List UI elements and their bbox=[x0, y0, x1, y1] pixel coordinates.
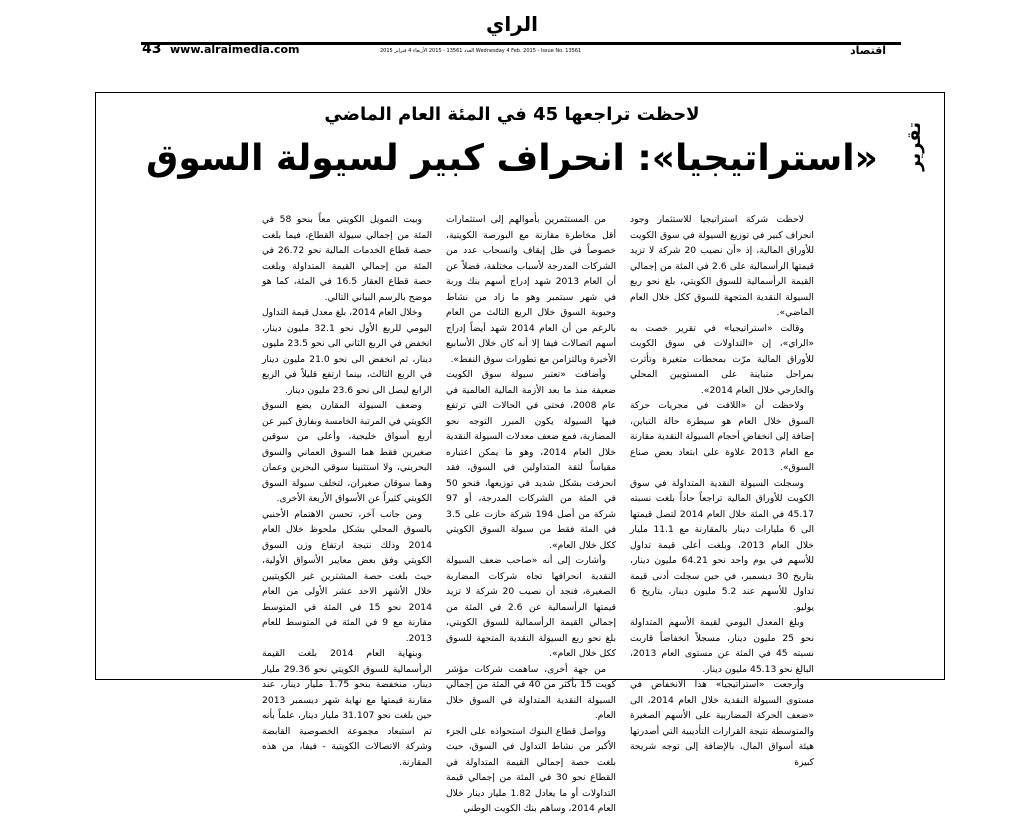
article-kicker: لاحظت تراجعها 45 في المئة العام الماضي bbox=[324, 104, 700, 125]
article-column-2 bbox=[446, 212, 616, 817]
masthead-logo: الراي bbox=[486, 12, 538, 36]
paragraph: ومن جانب آخر، تحسن الاهتمام الأجنبي بالسوق المحلي بشكل ملحوظ خلال العام 2014 وذلك نتيجة ارتفاع وزن السوق الكويتي وفق بعض معايير الأسواق الأولية، حيث بلغت حصة المشترين غير الكويتيين خلال الأشهر الاحد عشر الأولى من العام 2014 نحو 15 في المئة في المتوسط مقارنة مع 9 في المئة في المتوسط للعام 2013. bbox=[262, 508, 432, 644]
article-headline: «استراتيجيا»: انحراف كبير لسيولة السوق bbox=[146, 138, 878, 179]
article-column-3 bbox=[262, 212, 432, 770]
site-url: www.alraimedia.com bbox=[170, 43, 300, 56]
paragraph: لاحظت شركة استراتيجيا للاستثمار وجود انحراف كبير في توزيع السيولة في سوق الكويت للأوراق المالية، إذ «أن نصيب 20 شركة لا تزيد قيمتها الرأسمالية على 2.6 في المئة من إجمالي القيمة الرأسمالية للسوق الكويتي، بلغ نحو ربع السيولة النقدية المتجهة للسوق ككل خلال العام الماضي». bbox=[630, 214, 814, 318]
paragraph: وسجلت السيولة النقدية المتداولة في سوق الكويت للأوراق المالية تراجعاً حاداً بلغت نسبته 45.17 في المئة خلال العام 2014 لتصل قيمتها الى 6 مليارات دينار بالمقارنة مع 11.1 مليار خلال العام 2013، وبلغت أعلى قيمة تداول للأسهم في يوم واحد نحو 64.21 مليون دينار، بتاريخ 30 ديسمبر، في حين سجلت أدنى قيمة تداول للأسهم عند 5.2 مليون دينار، بتاريخ 6 يوليو. bbox=[630, 477, 814, 613]
page-number: 43 bbox=[142, 41, 162, 57]
paragraph: وبلغ المعدل اليومي لقيمة الأسهم المتداولة نحو 25 مليون دينار، مسجلاً انخفاضاً قاربت نسبته 45 في المئة عن مستوى العام 2013، البالغ نحو 45.13 مليون دينار. bbox=[630, 617, 814, 675]
paragraph: من جهة أخرى، ساهمت شركات مؤشر كويت 15 بأكثر من 40 في المئة من إجمالي السيولة النقدية المتداولة في السوق خلال العام. bbox=[446, 663, 616, 721]
paragraph: وقالت «استراتيجيا» في تقرير خصت به «الراي»، إن «التداولات في سوق الكويت للأوراق المالية مرّت بمحطات متغيرة وتأثرت بمراحل متباينة على المستويين المحلي والخارجي خلال العام 2014». bbox=[630, 322, 814, 396]
paragraph: وبنهاية العام 2014 بلغت القيمة الرأسمالية للسوق الكويتي نحو 29.36 مليار دينار، منخفضة بنحو 1.75 مليار دينار، عند مقارنة قيمتها مع نهاية شهر ديسمبر 2013 حين بلغت نحو 31.107 مليار دينار، علماً بأنه تم استبعاد مجموعة الخصوصية القابضة وشركة الاتصالات الكويتية - فيفا، من هذه المقارنة. bbox=[262, 648, 432, 768]
paragraph: وأشارت إلى أنه «صاحب ضعف السيولة النقدية انحرافها تجاه شركات المضاربة الصغيرة، فنجد أن نصيب 20 شركة لا تزيد قيمتها الرأسمالية عن 2.6 في المئة من إجمالي القيمة الرأسمالية للسوق الكويتي، بلغ نحو ربع السيولة النقدية المتجهة للسوق ككل خلال العام». bbox=[446, 555, 617, 659]
paragraph: وضعف السيولة المقارن يضع السوق الكويتي في المرتبة الخامسة وبفارق كبير عن أربع أسواق خليجية، وأعلى من سوقين صغيرين فقط هما السوق العماني والسوق البحريني، ولا استثنينا سوقي البحرين وعمان وهما سوقان صغيران، لتخلف سيولة السوق الكويتي كثيراً عن الأسواق الأربعة الأخرى. bbox=[262, 400, 432, 504]
paragraph: من المستثمرين بأموالهم إلى استثمارات أقل مخاطرة مقارنة مع البورصة الكويتية، خصوصاً في ظل إيقاف وانسحاب عدد من الشركات المدرجة لأسباب مختلفة، فضلاً عن أن العام 2013 شهد إدراج أسهم بنك وربة في شهر سبتمبر وهو ما زاد من نشاط وحيوية السوق خلال الربع الثالث من العام بالرغم من أن العام 2014 شهد أيضاً إدراج أسهم اتصالات فيفا إلا أنه كان خلال الأسابيع الأخيرة وبالتزامن مع تطورات سوق النفط». bbox=[446, 214, 617, 365]
report-label: تقرير bbox=[904, 122, 925, 171]
paragraph: وواصل قطاع البنوك استحواذه على الجزء الأكبر من نشاط التداول في السوق، حيث بلغت حصة إجمالي القيمة المتداولة في القطاع نحو 30 في المئة من إجمالي قيمة التداولات أو ما يعادل 1.82 مليار دينار خلال العام 2014، وساهم بنك الكويت الوطني bbox=[446, 725, 616, 814]
paragraph: ولاحظت أن «اللافت في مجريات حركة السوق خلال العام هو سيطرة حالة التباين، إضافة إلى انخفاض أحجام السيولة النقدية مقارنة مع العام 2013 علاوة على ابتعاد بعض صناع السوق». bbox=[630, 400, 814, 473]
issue-line: العدد 13561 - 2015 الأربعاء 4 فبراير 2015 Wednesday 4 Feb. 2015 - Issue No. 13561 bbox=[380, 48, 582, 54]
section-name: اقتصاد bbox=[850, 44, 887, 57]
paragraph: وبيت التمويل الكويتي معاً بنحو 58 في المئة من إجمالي سيولة القطاع، فيما بلغت حصة قطاع الخدمات المالية نحو 26.72 في المئة من إجمالي القيمة المتداولة وبلغت حصة قطاع العقار 16.5 في المئة، كما هو موضح بالرسم البياني التالي. bbox=[262, 214, 432, 303]
article-column-1 bbox=[630, 212, 814, 770]
paragraph: وأضافت «تعتبر سيولة سوق الكويت ضعيفة منذ ما بعد الأزمة المالية العالمية في عام 2008، فحتى في الحالات التي ترتفع فيها السيولة يكون المبرر التوجه نحو المضاربة، فمع ضعف معدلات السيولة النقدية خلال العام 2014، وهو ما يمكن اعتباره مقياساً لثقة المتداولين في السوق، فقد انحرفت بشكل شديد في توزيعها، فنحو 50 في المئة من الشركات المدرجة، أو 97 شركة من أصل 194 شركة حازت على 3.5 في المئة فقط من سيولة السوق الكويتي ككل خلال العام». bbox=[446, 369, 617, 551]
paragraph: وخلال العام 2014، بلغ معدل قيمة التداول اليومي للربع الأول نحو 32.1 مليون دينار، انخفض في الربع الثاني الى نحو 23.5 مليون دينار، ثم انخفض الى نحو 21.0 مليون دينار في الربع الثالث، بينما ارتفع قليلاً في الربع الرابع ليصل الى نحو 23.6 مليون دينار. bbox=[262, 307, 432, 396]
paragraph: وأرجعت «استراتيجيا» هذا الانخفاض في مستوى السيولة النقدية خلال العام 2014، الى «ضعف الحركة المضاربية على الأسهم الصغيرة والمتوسطة نتيجة القرارات التأديبية التي أصدرتها هيئة أسواق المال، بالإضافة إلى توجه شريحة كبيرة bbox=[630, 679, 814, 768]
